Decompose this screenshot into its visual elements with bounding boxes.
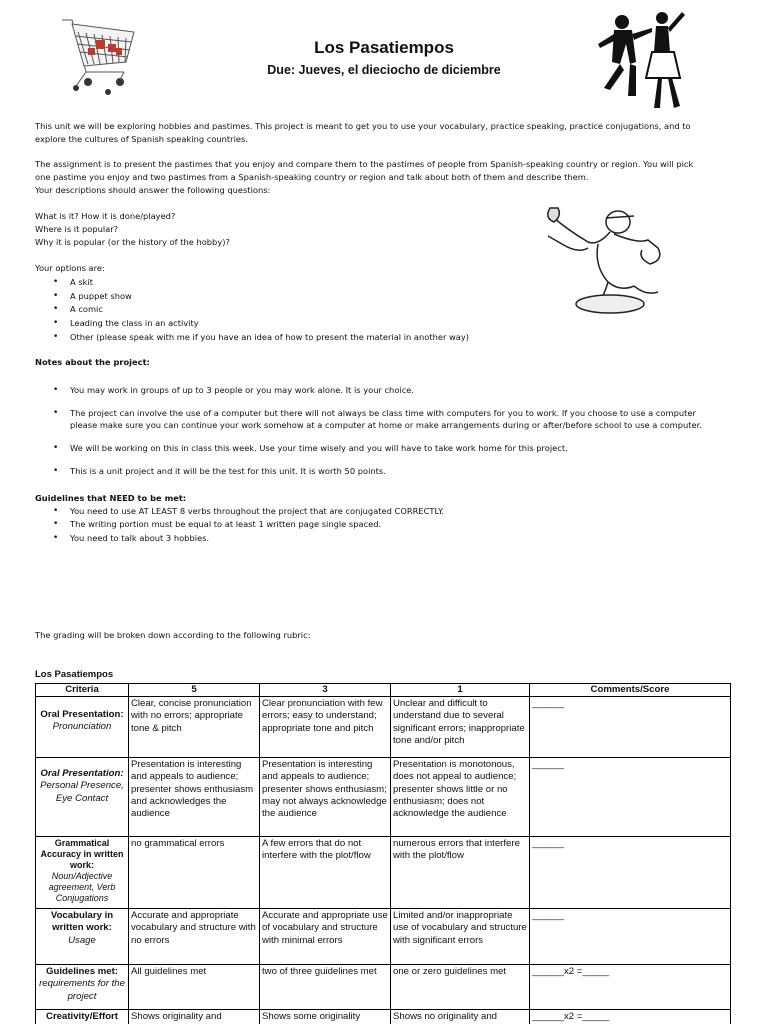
rubric-table <box>35 683 731 1024</box>
score-1-cell: Presentation is monotonous, does not appeal to audience; presenter shows little or no enthusiasm; does not acknowledge the audience <box>391 758 530 837</box>
criteria-subtitle: Pronunciation <box>52 721 112 733</box>
criteria-cell <box>36 837 129 909</box>
note-item: • We will be working on this in class this week. Use your time wisely and you will have to take work home for this project. <box>70 442 568 455</box>
comments-score-cell: ______ <box>530 697 731 758</box>
rubric-row <box>36 837 731 909</box>
header-score-3: 3 <box>260 684 391 697</box>
baseball-player-icon <box>538 196 680 320</box>
criteria-name: Creativity/Effort <box>46 1011 118 1023</box>
intro-paragraph-2-line-3: Your descriptions should answer the following questions: <box>35 185 271 195</box>
options-heading: Your options are: <box>35 263 105 273</box>
header-criteria: Criteria <box>36 684 129 697</box>
header-comments-score: Comments/Score <box>530 684 731 697</box>
guideline-item: • You need to use AT LEAST 8 verbs throughout the project that are conjugated CORRECTLY. <box>70 505 444 518</box>
comments-score-cell: ______ <box>530 837 731 909</box>
comments-score-cell: ______x2 =_____ <box>530 965 731 1010</box>
score-5-cell: Accurate and appropriate vocabulary and structure with no errors <box>129 909 260 965</box>
note-item: • The project can involve the use of a computer but there will not always be class time with computers for you to work. If you choose to use a computer <box>70 407 696 420</box>
score-1-cell: Limited and/or inappropriate use of vocabulary and structure with significant errors <box>391 909 530 965</box>
note-item-continuation: please make sure you can continue your work somehow at a computer at home or make arrangements during or after/before school to use a computer. <box>70 420 702 430</box>
criteria-subtitle: Personal Presence, Eye Contact <box>40 780 124 804</box>
guideline-item: • You need to talk about 3 hobbies. <box>70 532 209 545</box>
score-3-cell: Presentation is interesting and appeals to audience; presenter shows enthusiasm; may not always acknowledge the audience <box>260 758 391 837</box>
question-2: Where is it popular? <box>35 224 119 234</box>
comments-score-cell: ______ <box>530 909 731 965</box>
rubric-caption: Los Pasatiempos <box>35 669 114 680</box>
criteria-subtitle: Noun/Adjective agreement, Verb Conjugations <box>48 871 116 904</box>
score-1-cell: numerous errors that interfere with the plot/flow <box>391 837 530 909</box>
rubric-row <box>36 909 731 965</box>
option-item: • Leading the class in an activity <box>70 317 199 330</box>
criteria-cell <box>36 758 129 837</box>
intro-paragraph-1-line-1: This unit we will be exploring hobbies and pastimes. This project is meant to get you to use your vocabulary, practice speaking, practice conjugations, and to <box>35 121 691 131</box>
grading-note: The grading will be broken down according to the following rubric: <box>35 630 311 640</box>
score-5-cell: Clear, concise pronunciation with no errors; appropriate tone & pitch <box>129 697 260 758</box>
rubric-row <box>36 758 731 837</box>
score-3-cell: Shows some originality <box>260 1010 391 1024</box>
header-score-1: 1 <box>391 684 530 697</box>
note-item: • This is a unit project and it will be the test for this unit. It is worth 50 points. <box>70 465 386 478</box>
guidelines-heading: Guidelines that NEED to be met: <box>35 493 187 503</box>
score-5-cell: Shows originality and <box>129 1010 260 1024</box>
criteria-cell <box>36 965 129 1010</box>
note-item: • You may work in groups of up to 3 people or you may work alone. It is your choice. <box>70 384 414 397</box>
rubric-row <box>36 1010 731 1024</box>
option-item: • A comic <box>70 303 103 316</box>
option-item: • A puppet show <box>70 290 132 303</box>
score-1-cell: Shows no originality and <box>391 1010 530 1024</box>
notes-heading: Notes about the project: <box>35 357 150 367</box>
rubric-row <box>36 965 731 1010</box>
intro-paragraph-2-line-2: one pastime you enjoy and two pastimes from a Spanish-speaking country or region and talk about both of them and describe them. <box>35 172 589 182</box>
rubric-header-row <box>36 684 731 697</box>
option-item: • Other (please speak with me if you have an idea of how to present the material in another way) <box>70 331 469 344</box>
criteria-cell <box>36 1010 129 1024</box>
intro-paragraph-2-line-1: The assignment is to present the pastimes that you enjoy and compare them to the pastimes of people from Spanish-speaking country or region. You will pick <box>35 159 694 169</box>
criteria-name: Vocabulary in written work: <box>50 910 114 934</box>
score-1-cell: one or zero guidelines met <box>391 965 530 1010</box>
comments-score-cell: ______ <box>530 758 731 837</box>
rubric-row <box>36 697 731 758</box>
score-1-cell: Unclear and difficult to understand due to several significant errors; inappropriate tone and/or pitch <box>391 697 530 758</box>
criteria-subtitle: requirements for the project <box>39 978 125 1002</box>
score-5-cell: Presentation is interesting and appeals to audience; presenter shows enthusiasm and acknowledges the audience <box>129 758 260 837</box>
score-5-cell: All guidelines met <box>129 965 260 1010</box>
option-item: • A skit <box>70 276 93 289</box>
dancers-icon <box>590 4 690 116</box>
guideline-item: • The writing portion must be equal to at least 1 written page single spaced. <box>70 518 381 531</box>
header-score-5: 5 <box>129 684 260 697</box>
criteria-name: Grammatical Accuracy in written work: <box>40 838 124 871</box>
document-title: Los Pasatiempos <box>314 38 454 57</box>
criteria-name: Oral Presentation: <box>40 709 124 721</box>
criteria-name: Guidelines met: <box>46 966 118 978</box>
criteria-cell <box>36 909 129 965</box>
score-3-cell: Clear pronunciation with few errors; easy to understand; appropriate tone and pitch <box>260 697 391 758</box>
criteria-subtitle: Usage <box>68 934 96 946</box>
criteria-cell <box>36 697 129 758</box>
score-3-cell: A few errors that do not interfere with the plot/flow <box>260 837 391 909</box>
shopping-cart-icon <box>58 14 140 100</box>
comments-score-cell: ______x2 =_____ <box>530 1010 731 1024</box>
score-3-cell: Accurate and appropriate use of vocabulary and structure with minimal errors <box>260 909 391 965</box>
question-3: Why it is popular (or the history of the hobby)? <box>35 237 230 247</box>
score-5-cell: no grammatical errors <box>129 837 260 909</box>
due-date: Due: Jueves, el dieciocho de diciembre <box>267 63 501 77</box>
criteria-name: Oral Presentation: <box>40 768 124 780</box>
score-3-cell: two of three guidelines met <box>260 965 391 1010</box>
question-1: What is it? How it is done/played? <box>35 211 176 221</box>
intro-paragraph-1-line-2: explore the cultures of Spanish speaking countries. <box>35 134 248 144</box>
